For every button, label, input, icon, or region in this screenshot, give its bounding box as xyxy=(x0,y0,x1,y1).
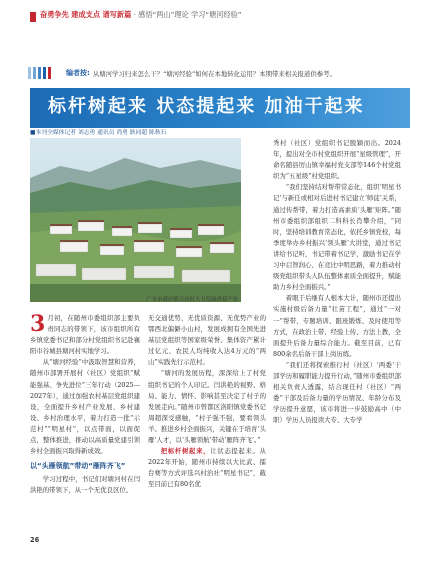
editor-note-label: 编者按: xyxy=(66,69,90,77)
header-marker xyxy=(30,12,36,22)
article-byline: ■本刊全媒体记者 刘志勇 通讯员 尚勇 耿同超 陈秋石 xyxy=(30,130,167,136)
paragraph-text: 让状态提起来。从2022年开始，随州市持续以大比武、擂台赛等方式评选兴村治社“明星书记”，截至目前已有80名优 xyxy=(148,447,266,489)
paragraph: 从“塘河经验”中汲取智慧和营养，随州市部署开展村（社区）党组织“赋能强基、争先进位”三年行动（2025—2027年），通过加强农村基层党组织建设，全面提升乡村产业发展、乡村建设、乡村治理水平，着力打造一批“示范村”“明星村”，以点带面，以面促点，整体推进，推动以高质量党建引领乡村全面振兴取得新成效。 xyxy=(30,358,140,456)
paragraph: 学习过程中，书记们对塘河村在闫洪艳的带领下，从一个无优良区位、 xyxy=(30,475,140,495)
lead-paragraph: 月初，在随州市委组织部主要负责同志的带领下，该市组织所有乡镇党委书记和部分村党组织书记赴襄阳市谷城县塘河村实地学习。 xyxy=(30,314,140,356)
paragraph: “我们坚持结对帮带常态化，组织‘明星书记’与新任或相对后进村书记建立‘师徒’关系，通过传帮带，着力打造高素质‘头雁’矩阵。”随州市委组织部组织二科科长肖攀介绍，“同时，坚持培训教育常态化，依托乡镇党校，每季度举办乡村振兴‘领头雁’大讲堂，通过书记讲给书记听，书记带着书记学，激励书记在学习中启智润心、在竞比中明思路，着力推动村级党组织带头人队伍整体素质全面提升，赋能助力乡村全面振兴。” xyxy=(273,183,401,292)
dropcap: 3 xyxy=(30,311,46,337)
page-header xyxy=(0,0,427,44)
header-rubric: 奋勇争先 建成支点 谱写新篇 xyxy=(40,10,132,19)
article-column-2 xyxy=(148,313,266,491)
village-landscape-illustration xyxy=(30,138,241,302)
article-banner xyxy=(30,88,410,128)
photo-caption: 广水市郝店镇关店村大力发展香菇产业 xyxy=(146,297,238,303)
village-photo xyxy=(30,138,241,302)
paragraph: “塘河的发展历程，深深给上了村党组织书记的个人印记。闫洪艳的视野、格局、能力、情怀、影响甚至决定了村子的发展走向。”随州市曾都区洛阳镇党委书记周超深受感触，“村子强不强，要看领头羊。推进乡村全面振兴，关键在于培育‘头雁’人才，以‘头雁领航’带动‘雁阵齐飞’。” xyxy=(148,369,266,445)
page-number: 26 xyxy=(30,536,40,544)
paragraph: 着眼于后继有人根本大计，随州市还提出实施村级后备力量“壮苗工程”，通过“一对一”帮带、专题培训、跟班锻炼、及时使用等方式，在政治上带、经验上传、方法上教，全面提升后备力量综合能力。截至目前，已有800余名后备干部上岗历练。 xyxy=(273,294,401,358)
paragraph: 无交通优势、无优质资源、无优势产业的鄂西北偏僻小山村，发展成拥有全国先进基层党组织等国家级荣誉、集体资产累计过亿元、农民人均纯收入达4万元的“两山”实践先行示范村。 xyxy=(148,314,266,367)
paragraph: 秀村（社区）党组织书记脱颖而出。2024年，提出对全市村党组织开展“星级管理”，开命名随县厉山镇幸福村党支部等146个村党组织为“五星级”村党组织。 xyxy=(273,139,401,181)
article-column-1 xyxy=(30,313,140,497)
editor-note-text: 从塘河学习归来怎么干？“塘河经验”如何在本地转化运用？本期带来相关报道供参考。 xyxy=(92,69,336,78)
section-subheading: 以“头雁领航”带动“雁阵齐飞” xyxy=(30,462,126,471)
header-subtitle: · 感悟“两山”理论 学习“塘河经验” xyxy=(133,10,242,19)
article-title: 标杆树起来 状态提起来 加油干起来 xyxy=(48,96,365,117)
editor-note xyxy=(28,64,408,82)
paragraph: “我们还将探索推行村（社区）‘两委’干部学历和履职能力提升行动，”随州市委组织部相关负责人透露，结合现任村（社区）“两委”干部及后备力量的学历情况、年龄分布及学历提升意愿，该市将进一步鼓励高中（中职）学历人员报读大专、大专学 xyxy=(273,360,401,425)
emphasis-text: 把标杆树起来， xyxy=(160,447,211,456)
editor-note-stripes-icon xyxy=(28,67,60,79)
header-text xyxy=(40,10,242,20)
article-column-3 xyxy=(273,138,401,426)
